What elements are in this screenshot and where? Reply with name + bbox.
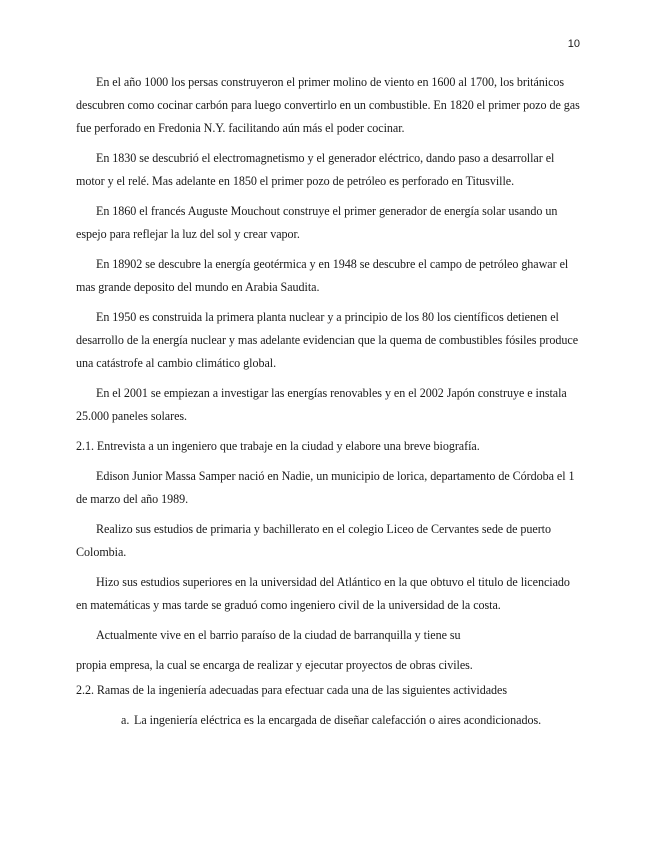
- bio-paragraph: Edison Junior Massa Samper nació en Nadie, un municipio de lorica, departamento de Córdoba el 1 de marzo del año 1989.: [76, 469, 575, 506]
- section-heading-2-2: 2.2. Ramas de la ingeniería adecuadas para efectuar cada una de las siguientes actividades: [76, 683, 508, 697]
- paragraph: En 18902 se descubre la energía geotérmica y en 1948 se descubre el campo de petróleo ghawar el mas grande deposito del mundo en Arabia Saudita.: [76, 257, 569, 294]
- list-marker: a.: [121, 713, 130, 727]
- section-heading-2-1: 2.1. Entrevista a un ingeniero que trabaje en la ciudad y elabore una breve biografía.: [76, 439, 480, 453]
- paragraph: En 1950 es construida la primera planta nuclear y a principio de los 80 los científicos detienen el desarrollo de la energía nuclear y mas adelante evidencian que la quema de combustibles fósiles produce una catástrofe al cambio climático global.: [76, 310, 579, 370]
- bio-paragraph-continuation: propia empresa, la cual se encarga de realizar y ejecutar proyectos de obras civiles.: [76, 658, 473, 672]
- document-body: [76, 71, 580, 732]
- list-item-text: La ingeniería eléctrica es la encargada de diseñar calefacción o aires acondicionados.: [134, 713, 542, 727]
- paragraph: En el 2001 se empiezan a investigar las energías renovables y en el 2002 Japón construye e instala 25.000 paneles solares.: [76, 386, 567, 423]
- paragraph: En 1860 el francés Auguste Mouchout construye el primer generador de energía solar usando un espejo para reflejar la luz del sol y crear vapor.: [76, 204, 558, 241]
- bio-paragraph: Actualmente vive en el barrio paraíso de la ciudad de barranquilla y tiene su: [96, 628, 461, 642]
- paragraph: En el año 1000 los persas construyeron el primer molino de viento en 1600 al 1700, los británicos descubren como cocinar carbón para luego convertirlo en un combustible. En 1820 el primer pozo de gas fue perforado en Fredonia N.Y. facilitando aún más el poder cocinar.: [76, 75, 580, 135]
- list-item: [121, 709, 580, 732]
- page-number: 10: [567, 38, 580, 50]
- bio-paragraph: Hizo sus estudios superiores en la universidad del Atlántico en la que obtuvo el titulo de licenciado en matemáticas y mas tarde se graduó como ingeniero civil de la universidad de la costa.: [76, 575, 570, 612]
- paragraph: En 1830 se descubrió el electromagnetismo y el generador eléctrico, dando paso a desarrollar el motor y el relé. Mas adelante en 1850 el primer pozo de petróleo es perforado en Titusville.: [76, 151, 555, 188]
- bio-paragraph: Realizo sus estudios de primaria y bachillerato en el colegio Liceo de Cervantes sede de puerto Colombia.: [76, 522, 551, 559]
